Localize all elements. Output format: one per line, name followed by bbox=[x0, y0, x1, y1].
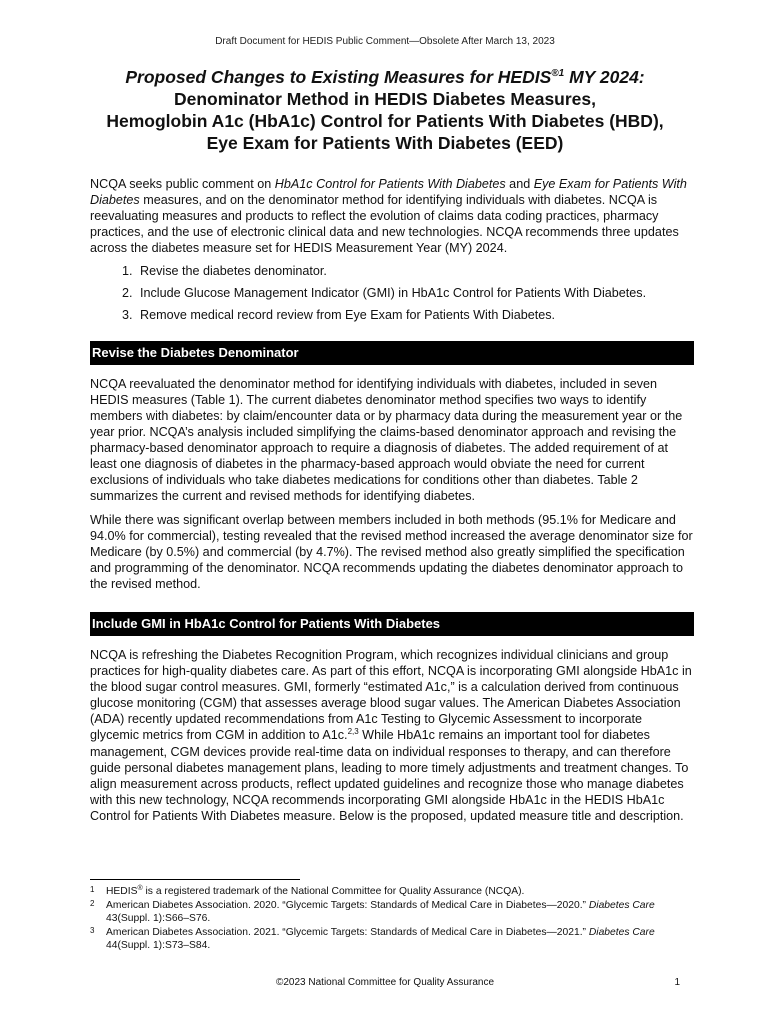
updates-list bbox=[90, 263, 694, 322]
title-line-3: Hemoglobin A1c (HbA1c) Control for Patients With Diabetes (HBD), bbox=[106, 111, 664, 131]
section-heading-gmi: Include GMI in HbA1c Control for Patients With Diabetes bbox=[90, 612, 694, 636]
list-item: 3. Remove medical record review from Eye Exam for Patients With Diabetes. bbox=[136, 307, 694, 323]
title-line-1: Proposed Changes to Existing Measures for $HEDIS^{®1}$ MY 2024: bbox=[125, 67, 645, 87]
draft-note: Draft Document for HEDIS Public Comment—Obsolete After March 13, 2023 bbox=[215, 36, 555, 47]
footnote: 2 American Diabetes Association. 2020. “Glycemic Targets: Standards of Medical Care in Diabetes—2020.” Diabetes Care 43(Suppl. 1):S66–S76. bbox=[90, 899, 655, 924]
body-paragraph: While there was significant overlap between members included in both methods (95.1% for Medicare and 94.0% for commercial), testing revealed that the revised method increased the average denominator size for Medicare (by 0.5%) and commercial (by 4.7%). The revised method also greatly simplified the specification and programming of the denominator. NCQA recommends updating the diabetes denominator approach to the revised method. bbox=[90, 512, 693, 591]
intro-paragraph: NCQA seeks public comment on HbA1c Control for Patients With Diabetes and Eye Exam for Patients With Diabetes measures, and on the denominator method for identifying individuals with diabetes. NCQA is reevaluating measures and products to reflect the evolution of claims data coding practices, pharmacy practices, and the use of electronic clinical data and new technologies. NCQA recommends three updates across the diabetes measure set for HEDIS Measurement Year (MY) 2024. bbox=[90, 177, 687, 256]
title-line-4: Eye Exam for Patients With Diabetes (EED) bbox=[206, 133, 564, 153]
body-paragraph: NCQA is refreshing the Diabetes Recognition Program, which recognizes individual clinicians and group practices for high-quality diabetes care. As part of this effort, NCQA is incorporating GMI alongside HbA1c in the blood sugar control measures. GMI, formerly “estimated A1c,” is a calculation derived from continuous glucose monitoring (CGM) that assesses average blood sugar values. The American Diabetes Association (ADA) recently updated recommendations from A1c Testing to Glycemic Assessment to incorporate glycemic metrics from CGM in addition to A1c.$^{2,3}$ While HbA1c remains an important tool for diabetes management, CGM devices provide real-time data on individual responses to therapy, and can therefore guide personal diabetes management plans, leading to more timely adjustments and treatment changes. To align measurement across products, reflect updated guidelines and recognize those who manage diabetes with this new technology, NCQA recommends incorporating GMI alongside HbA1c in the HEDIS HbA1c Control for Patients With Diabetes measure. Below is the proposed, updated measure title and description. bbox=[90, 647, 692, 823]
copyright: ©2023 National Committee for Quality Assurance bbox=[275, 977, 495, 988]
list-item: 1. Revise the diabetes denominator. bbox=[136, 263, 694, 279]
section-heading-denominator: Revise the Diabetes Denominator bbox=[90, 341, 694, 365]
page-number: 1 bbox=[674, 977, 680, 988]
document-title bbox=[60, 66, 710, 154]
footnote: 3 American Diabetes Association. 2021. “Glycemic Targets: Standards of Medical Care in Diabetes—2021.” Diabetes Care 44(Suppl. 1):S73–S84. bbox=[90, 926, 655, 951]
title-line-2: Denominator Method in HEDIS Diabetes Measures, bbox=[173, 89, 597, 109]
body-paragraph: NCQA reevaluated the denominator method for identifying individuals with diabetes, included in seven HEDIS measures (Table 1). The current diabetes denominator method specifies two ways to identify members with diabetes: by claim/encounter data or by pharmacy data during the measurement year or the year prior. NCQA’s analysis included simplifying the claims-based denominator approach and revising the pharmacy-based denominator approach to require a diagnosis of diabetes. The added requirement of at least one diagnosis of diabetes in the pharmacy-based approach would obviate the need for current exclusions of individuals who take diabetes medications for conditions other than diabetes. Table 2 summarizes the current and revised methods for identifying diabetes. bbox=[90, 376, 683, 504]
list-item: 2. Include Glucose Management Indicator (GMI) in HbA1c Control for Patients With Diabetes. bbox=[136, 285, 694, 301]
footnote-divider bbox=[90, 879, 300, 880]
document-body bbox=[90, 176, 694, 831]
footnote: 1 HEDIS® is a registered trademark of the National Committee for Quality Assurance (NCQA). bbox=[90, 885, 525, 897]
footnotes bbox=[90, 885, 690, 953]
